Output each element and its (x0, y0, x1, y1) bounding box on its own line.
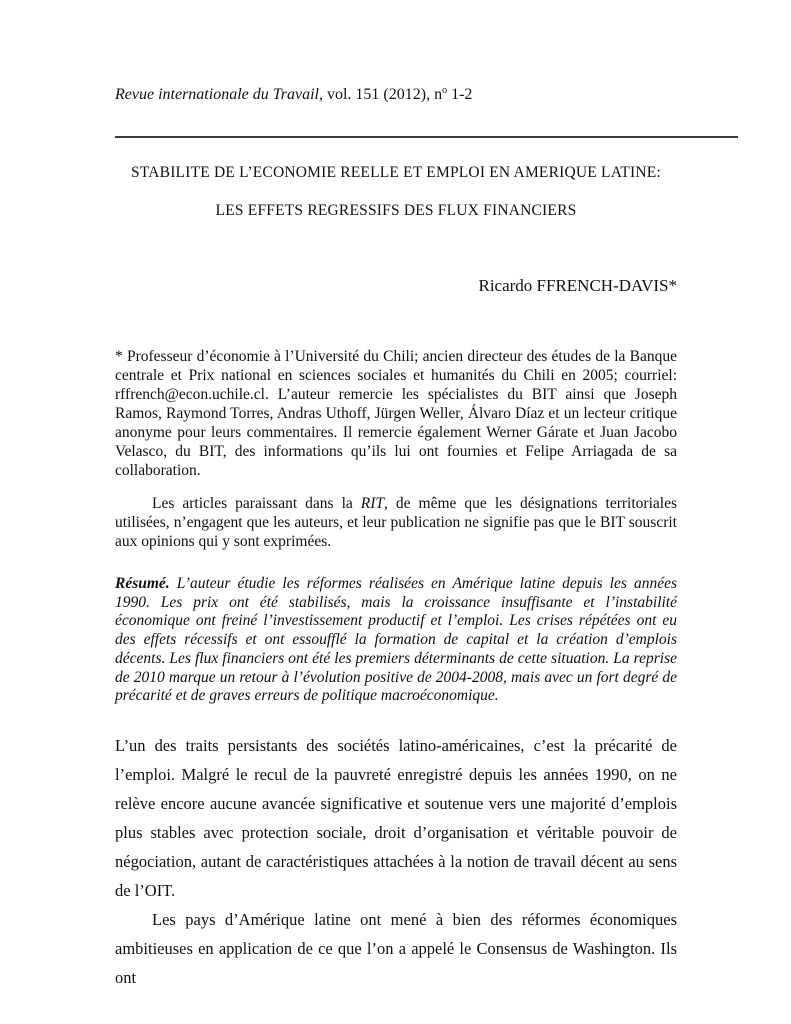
abstract-paragraph (115, 575, 677, 706)
author-name: Ricardo FFRENCH-DAVIS* (478, 276, 677, 295)
article-title-line2: LES EFFETS REGRESSIFS DES FLUX FINANCIERS (215, 202, 577, 219)
disclaimer-text-post: , de même que les désignations territoriales utilisées, n’engagent que les auteurs, et leur publication ne signifie pas que le BIT souscrit aux opinions qui y sont exprimées. (115, 495, 677, 550)
journal-abbreviation: RIT (360, 495, 385, 512)
header-divider (115, 136, 738, 138)
author-footnote: * Professeur d’économie à l’Université du Chili; ancien directeur des études de la Banque centrale et Prix national en sciences sociales et humanités du Chili en 2005; courriel: rffrench@econ.uchile.cl. L’auteur remercie les spécialistes du BIT ainsi que Joseph Ramos, Raymond Torres, Andras Uthoff, Jürgen Weller, Álvaro Díaz et un lecteur critique anonyme pour leurs commentaires. Il remercie également Werner Gárate et Juan Jacobo Velasco, du BIT, des informations qu’ils lui ont fournies et Felipe Arriagada de sa collaboration. (115, 348, 677, 479)
journal-citation-detail: , vol. 151 (2012), n (318, 86, 443, 103)
issue-number: 1-2 (447, 86, 473, 103)
abstract-label: Résumé. (115, 575, 170, 592)
journal-citation (115, 86, 715, 104)
body-paragraph-2: Les pays d’Amérique latine ont mené à bien des réformes économiques ambitieuses en application de ce que l’on a appelé le Consensus de Washington. Ils ont (115, 910, 677, 987)
abstract-text: L’auteur étudie les réformes réalisées en Amérique latine depuis les années 1990. Les prix ont été stabilisés, mais la croissance insuffisante et l’instabilité économique ont freiné l’investissement productif et l’emploi. Les crises répétées ont eu des effets récessifs et ont essoufflé la formation de capital et la création d’emplois décents. Les flux financiers ont été les premiers déterminants de cette situation. La reprise de 2010 marque un retour à l’évolution positive de 2004-2008, mais avec un fort degré de précarité et de graves erreurs de politique macroéconomique. (115, 575, 677, 705)
disclaimer-paragraph (115, 494, 677, 551)
body-text (115, 731, 677, 992)
journal-title: Revue internationale du Travail (115, 86, 319, 103)
ordinal-indicator: o (442, 85, 448, 96)
disclaimer-text-pre: Les articles paraissant dans la (152, 495, 361, 512)
article-title-line1: STABILITE DE L’ECONOMIE REELLE ET EMPLOI EN AMERIQUE LATINE: (131, 164, 661, 181)
body-paragraph-1: L’un des traits persistants des sociétés latino-américaines, c’est la précarité de l’emploi. Malgré le recul de la pauvreté enregistré depuis les années 1990, on ne relève encore aucune avancée significative et soutenue vers une majorité d’emplois plus stables avec protection sociale, droit d’organisation et véritable pouvoir de négociation, autant de caractéristiques attachées à la notion de travail décent au sens de l’OIT. (115, 736, 677, 900)
